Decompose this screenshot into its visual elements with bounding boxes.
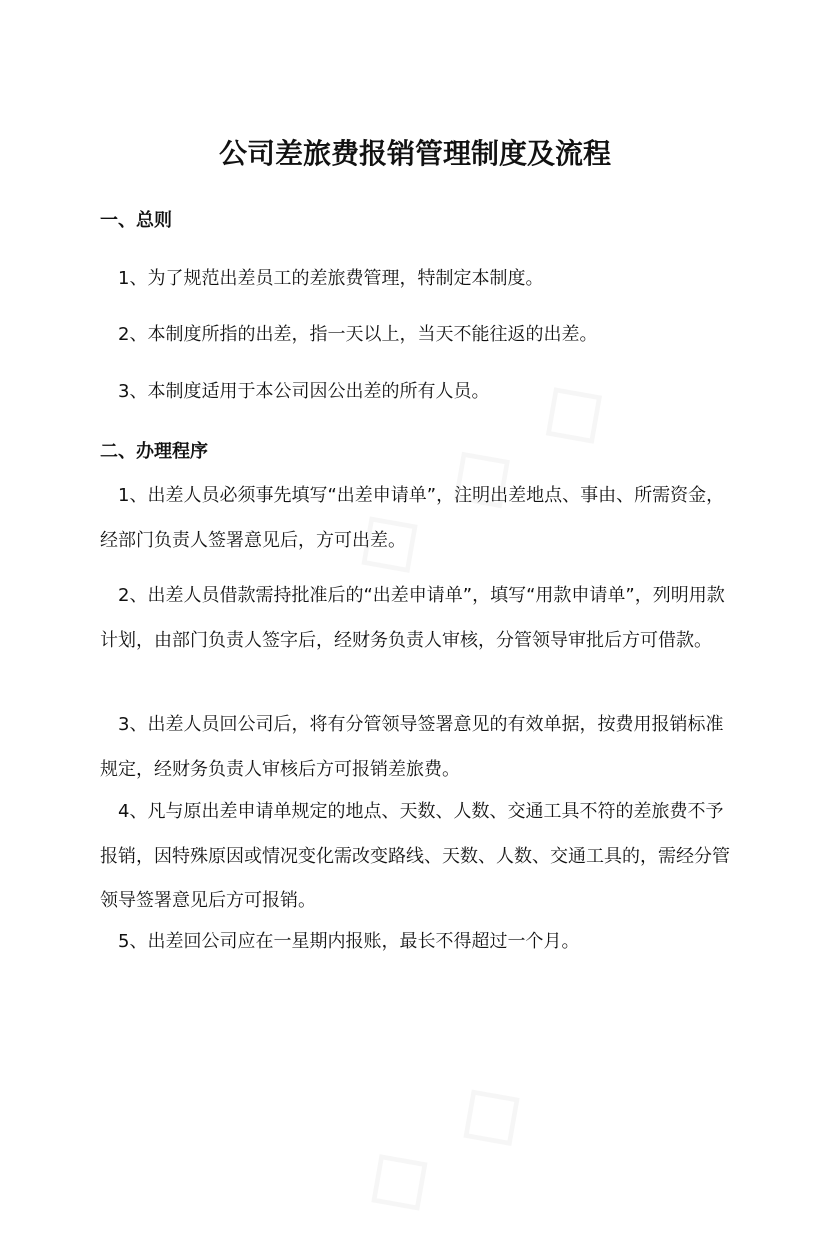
section-heading-general: 一、总则 [100, 210, 172, 231]
paragraph: 2、本制度所指的出差，指一天以上，当天不能往返的出差。 [118, 324, 598, 345]
paragraph: 1、出差人员必须事先填写“出差申请单”，注明出差地点、事由、所需资金，经部门负责人签署意见后，方可出差。 [100, 485, 725, 551]
watermark [337, 1046, 551, 1239]
document-title: 公司差旅费报销管理制度及流程 [218, 137, 611, 170]
paragraph: 1、为了规范出差员工的差旅费管理，特制定本制度。 [118, 268, 544, 289]
paragraph: 3、出差人员回公司后，将有分管领导签署意见的有效单据，按费用报销标准规定，经财务负责人审核后方可报销差旅费。 [100, 714, 724, 780]
section-heading-procedure: 二、办理程序 [100, 441, 208, 462]
paragraph: 4、凡与原出差申请单规定的地点、天数、人数、交通工具不符的差旅费不予报销，因特殊原因或情况变化需改变路线、天数、人数、交通工具的，需经分管领导签署意见后方可报销。 [100, 801, 730, 911]
paragraph: 5、出差回公司应在一星期内报账，最长不得超过一个月。 [118, 931, 580, 952]
paragraph: 3、本制度适用于本公司因公出差的所有人员。 [118, 381, 490, 402]
paragraph: 2、出差人员借款需持批准后的“出差申请单”，填写“用款申请单”，列明用款计划，由部门负责人签字后，经财务负责人审核，分管领导审批后方可借款。 [100, 585, 725, 651]
